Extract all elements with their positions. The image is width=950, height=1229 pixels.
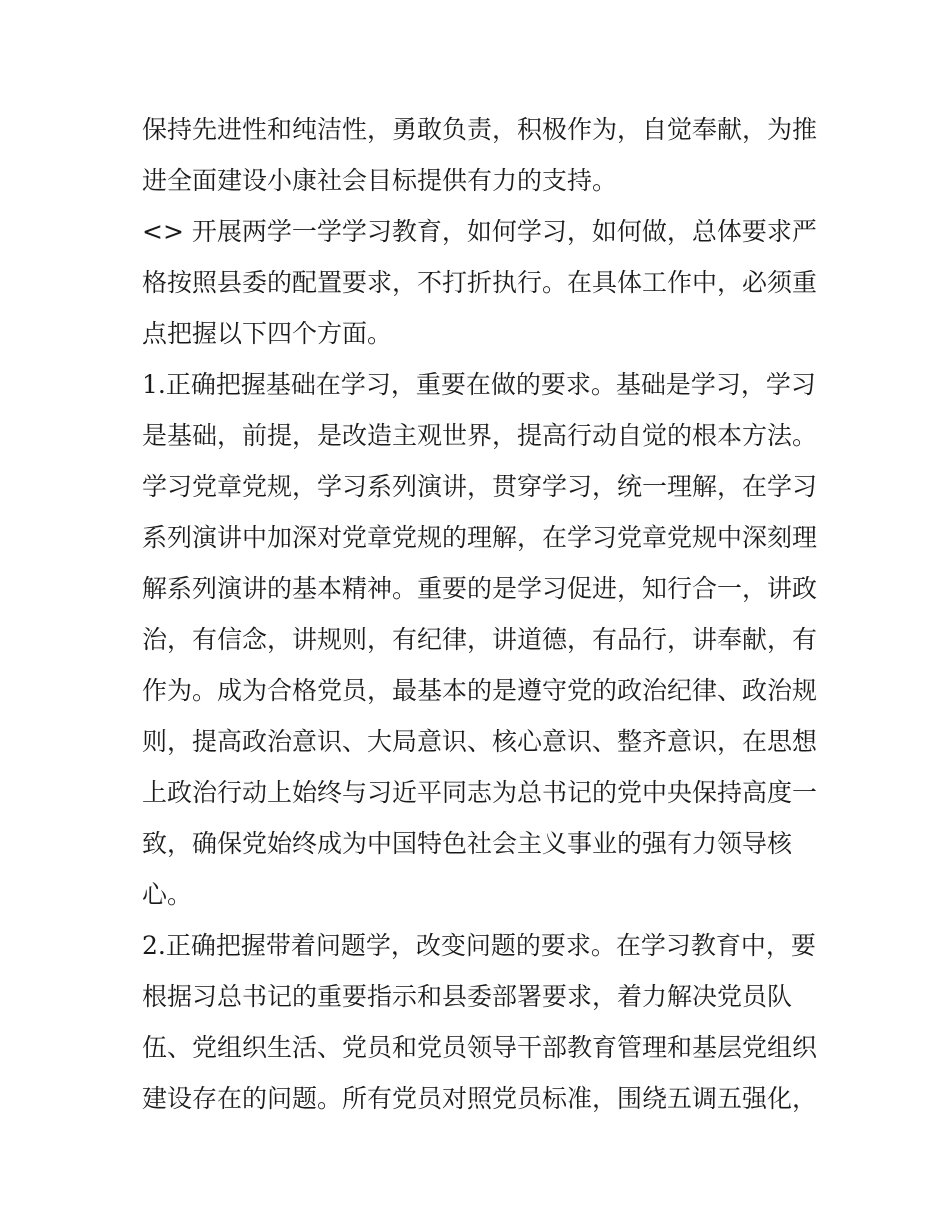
text-line: 进全面建设小康社会目标提供有力的支持。 [142, 166, 618, 195]
text-line: 作为。成为合格党员，最基本的是遵守党的政治纪律、政治规 [142, 676, 818, 705]
text-line: 伍、党组织生活、党员和党员领导干部教育管理和基层党组织 [142, 1033, 818, 1062]
text-line: 治，有信念，讲规则，有纪律，讲道德，有品行，讲奉献，有 [142, 625, 818, 654]
body-text [142, 104, 822, 1124]
text-line: 建设存在的问题。所有党员对照党员标准，围绕五调五强化， [142, 1084, 818, 1113]
text-line: 点把握以下四个方面。 [142, 319, 393, 348]
text-line: 则，提高政治意识、大局意识、核心意识、整齐意识，在思想 [142, 727, 818, 756]
text-line: 系列演讲中加深对党章党规的理解，在学习党章党规中深刻理 [142, 523, 818, 552]
text-line: 解系列演讲的基本精神。重要的是学习促进，知行合一，讲政 [142, 574, 818, 603]
text-line: <> 开展两学一学学习教育，如何学习，如何做，总体要求严 [142, 217, 817, 246]
text-line: 是基础，前提，是改造主观世界，提高行动自觉的根本方法。 [142, 421, 818, 450]
text-line: 格按照县委的配置要求，不打折执行。在具体工作中，必须重 [142, 268, 818, 297]
text-line: 心。 [142, 880, 193, 909]
text-line: 学习党章党规，学习系列演讲，贯穿学习，统一理解，在学习 [142, 472, 818, 501]
text-line: 根据习总书记的重要指示和县委部署要求，着力解决党员队 [142, 982, 793, 1011]
text-line: 2.正确把握带着问题学，改变问题的要求。在学习教育中，要 [142, 931, 816, 960]
text-line: 保持先进性和纯洁性，勇敢负责，积极作为，自觉奉献，为推 [142, 115, 818, 144]
text-line: 致，确保党始终成为中国特色社会主义事业的强有力领导核 [142, 829, 793, 858]
text-line: 上政治行动上始终与习近平同志为总书记的党中央保持高度一 [142, 778, 818, 807]
text-line: 1.正确把握基础在学习，重要在做的要求。基础是学习，学习 [142, 370, 816, 399]
